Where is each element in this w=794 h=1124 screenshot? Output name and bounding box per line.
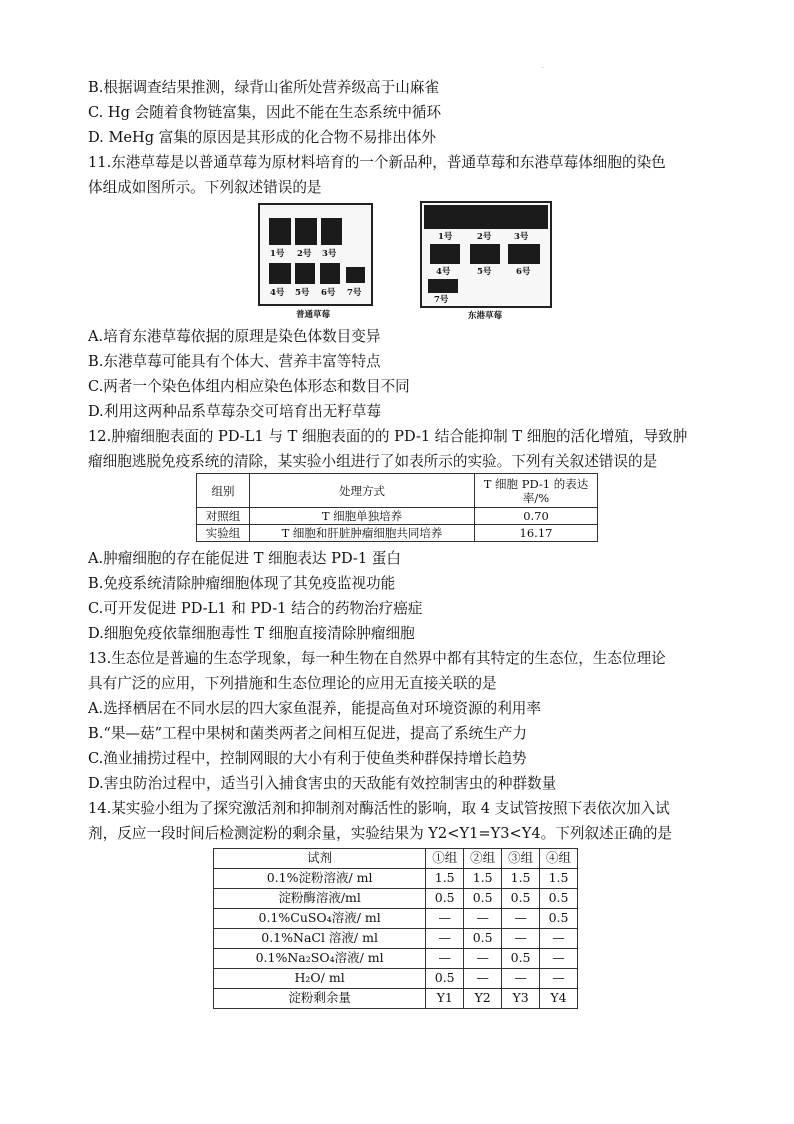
label-3: 3号: [322, 249, 337, 259]
caption-donggang-strawberry: 东港草莓: [468, 311, 503, 321]
label-2: 2号: [477, 232, 492, 242]
q11-stem-line2: 体组成如图所示。下列叙述错误的是: [88, 179, 322, 196]
q13-option-a: A.选择栖居在不同水层的四大家鱼混养，能提高鱼对环境资源的利用率: [88, 700, 541, 717]
table-row: 0.1%淀粉溶液/ ml 1.5 1.5 1.5 1.5: [214, 869, 578, 889]
table-row: H₂O/ ml 0.5 — — —: [214, 969, 578, 989]
q14-stem-line2: 剂，反应一段时间后检测淀粉的剩余量，实验结果为 Y2<Y1=Y3<Y4。下列叙述正确的是: [88, 825, 673, 842]
karyotype-donggang-strawberry: [420, 201, 552, 308]
q13-option-b: B.“果—菇”工程中果树和菌类两者之间相互促进，提高了系统生产力: [88, 725, 527, 742]
label-4: 4号: [436, 267, 451, 277]
chromosome-pair-4: [269, 263, 291, 284]
q12-option-b: B.免疫系统清除肿瘤细胞体现了其免疫监视功能: [88, 575, 396, 592]
label-6: 6号: [516, 267, 531, 277]
label-6: 6号: [321, 288, 336, 298]
label-4: 4号: [270, 288, 285, 298]
q13-stem-line1: 13.生态位是普遍的生态学现象，每一种生物在自然界中都有其特定的生态位，生态位理论: [88, 650, 666, 667]
label-1: 1号: [270, 249, 285, 259]
table-header-treatment: 处理方式: [250, 474, 475, 508]
table-row: 0.1%CuSO₄溶液/ ml — — — 0.5: [214, 909, 578, 929]
q12-option-a: A.肿瘤细胞的存在能促进 T 细胞表达 PD-1 蛋白: [88, 550, 401, 567]
q10-option-c: C. Hg 会随着食物链富集，因此不能在生态系统中循环: [88, 104, 442, 121]
label-7: 7号: [347, 288, 362, 298]
q10-option-d: D. MeHg 富集的原因是其形成的化合物不易排出体外: [88, 129, 437, 146]
label-1: 1号: [438, 232, 453, 242]
q14-table: [213, 848, 578, 1009]
q12-table: [196, 473, 598, 542]
q13-option-d: D.害虫防治过程中，适当引入捕食害虫的天敌能有效控制害虫的种群数量: [88, 775, 557, 792]
chromosome-group-7: [428, 279, 458, 293]
label-3: 3号: [514, 232, 529, 242]
table-header-rate: T 细胞 PD-1 的表达 率/%: [475, 474, 598, 508]
q11-option-b: B.东港草莓可能具有个体大、营养丰富等特点: [88, 353, 381, 370]
q12-option-c: C.可开发促进 PD-L1 和 PD-1 结合的药物治疗癌症: [88, 600, 423, 617]
q11-stem-line1: 11.东港草莓是以普通草莓为原材料培育的一个新品种，普通草莓和东港草莓体细胞的染色: [88, 154, 666, 171]
chromosome-pair-3: [321, 218, 342, 245]
table-row: 淀粉酶溶液/ml 0.5 0.5 0.5 0.5: [214, 889, 578, 909]
q11-option-a: A.培育东港草莓依据的原理是染色体数目变异: [88, 328, 381, 345]
chromosome-pair-1: [269, 218, 291, 245]
chromosome-group-5: [470, 244, 500, 264]
chromosome-pair-5: [295, 263, 315, 284]
q13-option-c: C.渔业捕捞过程中，控制网眼的大小有利于使鱼类种群保持增长趋势: [88, 750, 527, 767]
karyotype-ordinary-strawberry: [258, 203, 373, 306]
q14-stem-line1: 14.某实验小组为了探究激活剂和抑制剂对酶活性的影响，取 4 支试管按照下表依次加入试: [88, 800, 670, 817]
table-row: 淀粉剩余量 Y1 Y2 Y3 Y4: [214, 989, 578, 1009]
caption-ordinary-strawberry: 普通草莓: [296, 310, 331, 320]
chromosome-row-top: [424, 205, 548, 229]
q11-option-c: C.两者一个染色体组内相应染色体形态和数目不同: [88, 378, 410, 395]
chromosome-pair-7: [346, 267, 365, 283]
table-row: 对照组 T 细胞单独培养 0.70: [197, 508, 598, 525]
label-7: 7号: [434, 295, 449, 305]
table-header-row: 试剂 ①组 ②组 ③组 ④组: [214, 849, 578, 869]
chromosome-group-4: [430, 244, 460, 264]
label-2: 2号: [297, 249, 312, 259]
chromosome-group-6: [508, 244, 540, 264]
q13-stem-line2: 具有广泛的应用，下列措施和生态位理论的应用无直接关联的是: [88, 675, 497, 692]
q10-option-b: B.根据调查结果推测，绿背山雀所处营养级高于山麻雀: [88, 79, 440, 96]
table-row: 实验组 T 细胞和肝脏肿瘤细胞共同培养 16.17: [197, 525, 598, 542]
q12-option-d: D.细胞免疫依靠细胞毒性 T 细胞直接清除肿瘤细胞: [88, 625, 415, 642]
scan-speck: .: [542, 63, 544, 70]
chromosome-pair-2: [295, 218, 317, 245]
label-5: 5号: [295, 288, 310, 298]
table-row: 0.1%Na₂SO₄溶液/ ml — — 0.5 —: [214, 949, 578, 969]
chromosome-pair-6: [320, 263, 340, 284]
table-row: 0.1%NaCl 溶液/ ml — 0.5 — —: [214, 929, 578, 949]
table-header-group: 组别: [197, 474, 250, 508]
q12-stem-line1: 12.肿瘤细胞表面的 PD-L1 与 T 细胞表面的的 PD-1 结合能抑制 T 细胞的活化增殖，导致肿: [88, 428, 688, 445]
q12-stem-line2: 瘤细胞逃脱免疫系统的清除，某实验小组进行了如表所示的实验。下列有关叙述错误的是: [88, 453, 658, 470]
q11-option-d: D.利用这两种品系草莓杂交可培育出无籽草莓: [88, 403, 382, 420]
label-5: 5号: [477, 267, 492, 277]
